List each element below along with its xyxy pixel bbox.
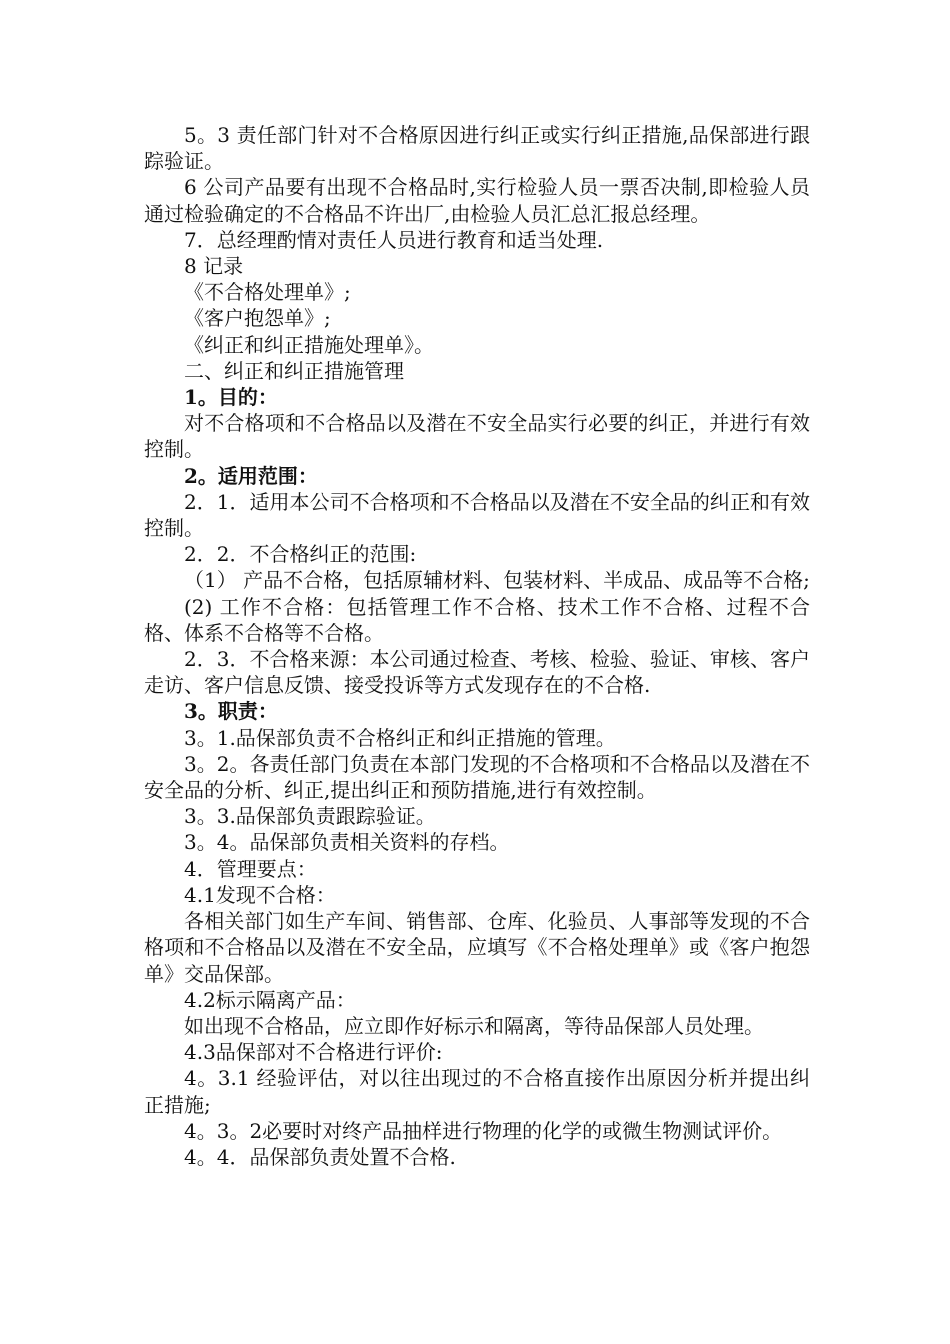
paragraph-purpose: 对不合格项和不合格品以及潜在不安全品实行必要的纠正，并进行有效控制。 — [144, 411, 810, 462]
paragraph-4-3-1: 4。3.1 经验评估，对以往出现过的不合格直接作出原因分析并提出纠正措施; — [144, 1066, 810, 1117]
paragraph-4-3-2: 4。3。2必要时对终产品抽样进行物理的化学的或微生物测试评价。 — [184, 1118, 783, 1143]
paragraph-3-1: 3。1.品保部负责不合格纠正和纠正措施的管理。 — [184, 725, 616, 750]
paragraph-5-3: 5。3 责任部门针对不合格原因进行纠正或实行纠正措施,品保部进行跟踪验证。 — [144, 123, 810, 174]
record-item-complaint-form: 《客户抱怨单》; — [184, 306, 331, 331]
paragraph-4-1: 4.1发现不合格： — [184, 882, 336, 907]
paragraph-2-1: 2．1．适用本公司不合格项和不合格品以及潜在不安全品的纠正和有效控制。 — [144, 489, 810, 541]
paragraph-4-2: 4.2标示隔离产品： — [184, 987, 356, 1012]
paragraph-7: 7．总经理酌情对责任人员进行教育和适当处理. — [184, 227, 604, 252]
section-heading-corrective-management: 二、纠正和纠正措施管理 — [184, 358, 404, 383]
heading-management-points: 4．管理要点： — [184, 856, 317, 881]
paragraph-2-2-item-2: (2) 工作不合格：包括管理工作不合格、技术工作不合格、过程不合格、体系不合格等不合格。 — [144, 594, 810, 645]
paragraph-4-4: 4。4．品保部负责处置不合格. — [184, 1144, 456, 1169]
document-page — [144, 122, 810, 1170]
paragraph-6: 6 公司产品要有出现不合格品时,实行检验人员一票否决制,即检验人员通过检验确定的不合格品不许出厂,由检验人员汇总汇报总经理。 — [144, 175, 810, 226]
paragraph-4-2-body: 如出现不合格品，应立即作好标示和隔离，等待品保部人员处理。 — [184, 1013, 764, 1038]
heading-responsibilities: 3。职责： — [184, 699, 278, 724]
paragraph-2-2-item-1: （1） 产品不合格，包括原辅材料、包装材料、半成品、成品等不合格; — [184, 568, 810, 593]
heading-scope: 2。适用范围： — [184, 463, 318, 488]
paragraph-4-3: 4.3品保部对不合格进行评价: — [184, 1040, 443, 1065]
record-item-corrective-action-form: 《纠正和纠正措施处理单》。 — [184, 332, 434, 357]
paragraph-3-3: 3。3.品保部负责跟踪验证。 — [184, 804, 436, 829]
paragraph-3-2: 3。2。各责任部门负责在本部门发现的不合格项和不合格品以及潜在不安全品的分析、纠正,提出纠正和预防措施,进行有效控制。 — [144, 751, 810, 803]
paragraph-2-3: 2．3．不合格来源：本公司通过检查、考核、检验、验证、审核、客户走访、客户信息反馈、接受投诉等方式发现存在的不合格. — [144, 647, 810, 698]
record-item-nonconformity-form: 《不合格处理单》; — [184, 280, 351, 305]
paragraph-8-records: 8 记录 — [184, 254, 244, 279]
paragraph-4-1-body: 各相关部门如生产车间、销售部、仓库、化验员、人事部等发现的不合格项和不合格品以及潜在不安全品，应填写《不合格处理单》或《客户抱怨单》交品保部。 — [144, 909, 810, 986]
paragraph-3-4: 3。4。品保部负责相关资料的存档。 — [184, 830, 510, 855]
heading-purpose: 1。目的： — [184, 385, 278, 410]
paragraph-2-2: 2．2．不合格纠正的范围: — [184, 542, 417, 567]
